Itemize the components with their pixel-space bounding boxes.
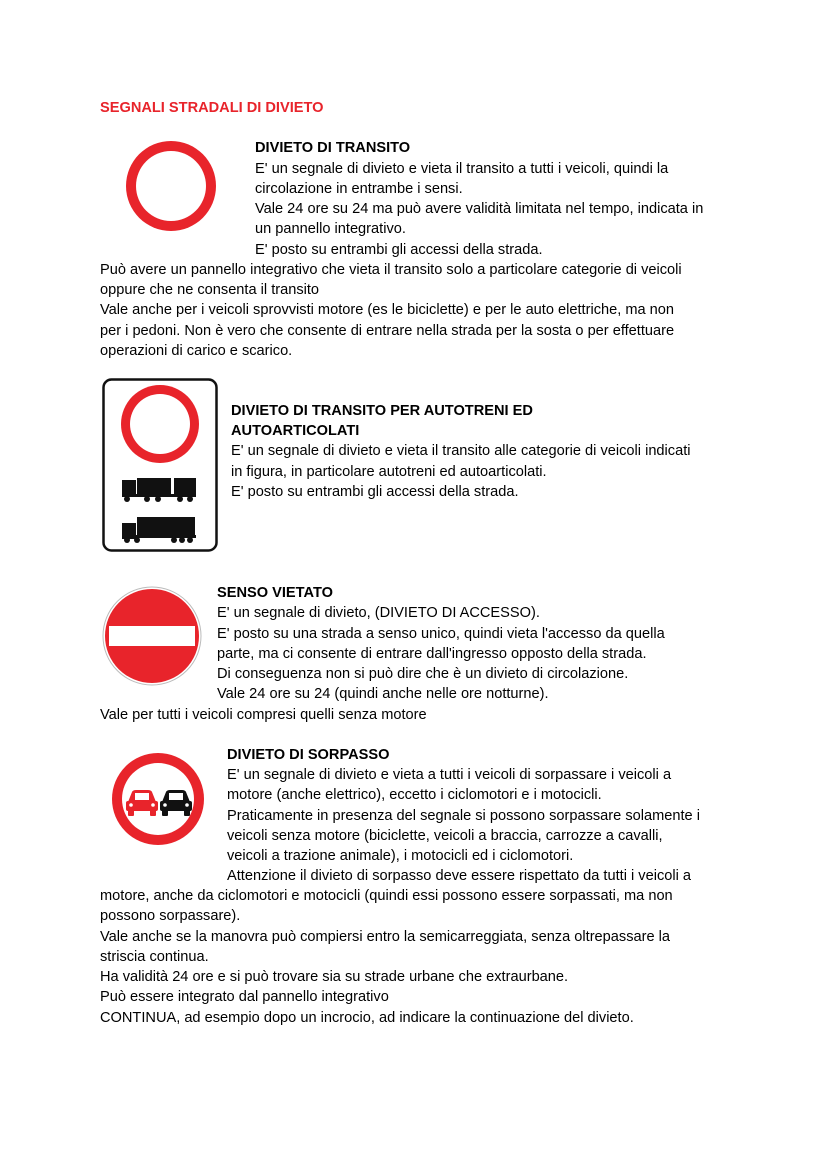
paragraph-line: motore, anche da ciclomotori e motocicli (quindi essi possono essere sorpassati, ma non	[100, 888, 673, 904]
section-text-line: un pannello integrativo.	[255, 221, 406, 237]
section-text-line: Di conseguenza non si può dire che è un divieto di circolazione.	[217, 666, 629, 682]
no-overtaking-sign-icon	[110, 752, 206, 846]
paragraph-line: Vale anche per i veicoli sprovvisti motore (es le biciclette) e per le auto elettriche, ma non	[100, 302, 675, 318]
section-text-line: circolazione in entrambe i sensi.	[255, 181, 463, 197]
section-heading-sorpasso: DIVIETO DI SORPASSO	[227, 747, 390, 763]
no-transit-sign-icon	[124, 140, 218, 232]
section-text-line: E' posto su entrambi gli accessi della strada.	[231, 484, 519, 500]
paragraph-line: striscia continua.	[100, 949, 209, 965]
paragraph-line: oppure che ne consenta il transito	[100, 282, 320, 298]
paragraph-line: CONTINUA, ad esempio dopo un incrocio, ad indicare la continuazione del divieto.	[100, 1010, 634, 1026]
section-text-line: motore (anche elettrico), eccetto i ciclomotori e i motocicli.	[227, 787, 602, 803]
paragraph-line: Può essere integrato dal pannello integrativo	[100, 989, 389, 1005]
paragraph-line: operazioni di carico e scarico.	[100, 343, 293, 359]
section-text-line: Attenzione il divieto di sorpasso deve essere rispettato da tutti i veicoli a	[227, 868, 692, 884]
section-text-line: E' posto su entrambi gli accessi della strada.	[255, 242, 543, 258]
no-entry-sign-icon	[102, 586, 202, 686]
paragraph-line: possono sorpassare).	[100, 908, 241, 924]
section-text-line: E' posto su una strada a senso unico, quindi vieta l'accesso da quella	[217, 626, 665, 642]
section-text-line: E' un segnale di divieto e vieta a tutti i veicoli di sorpassare i veicoli a	[227, 767, 672, 783]
section-heading-autotreni: DIVIETO DI TRANSITO PER AUTOTRENI ED	[231, 403, 533, 419]
document-title: SEGNALI STRADALI DI DIVIETO	[100, 100, 324, 116]
section-text-line: E' un segnale di divieto, (DIVIETO DI ACCESSO).	[217, 605, 540, 621]
paragraph-line: Vale per tutti i veicoli compresi quelli senza motore	[100, 707, 427, 723]
section-text-line: veicoli a trazione animale), i motocicli ed i ciclomotori.	[227, 848, 574, 864]
section-heading-senso-vietato: SENSO VIETATO	[217, 585, 333, 601]
section-text-line: E' un segnale di divieto e vieta il transito a tutti i veicoli, quindi la	[255, 161, 669, 177]
section-text-line: in figura, in particolare autotreni ed autoarticolati.	[231, 464, 547, 480]
section-text-line: veicoli senza motore (biciclette, veicoli a braccia, carrozze a cavalli,	[227, 828, 663, 844]
section-text-line: Vale 24 ore su 24 (quindi anche nelle ore notturne).	[217, 686, 549, 702]
section-text-line: Vale 24 ore su 24 ma può avere validità limitata nel tempo, indicata in	[255, 201, 704, 217]
no-trucks-sign-icon	[102, 378, 218, 552]
paragraph-line: Vale anche se la manovra può compiersi entro la semicarreggiata, senza oltrepassare la	[100, 929, 670, 945]
section-text-line: E' un segnale di divieto e vieta il transito alle categorie di veicoli indicati	[231, 443, 691, 459]
section-text-line: parte, ma ci consente di entrare dall'ingresso opposto della strada.	[217, 646, 647, 662]
paragraph-line: per i pedoni. Non è vero che consente di entrare nella strada per la sosta o per effettuare	[100, 323, 675, 339]
section-heading-transito: DIVIETO DI TRANSITO	[255, 140, 411, 156]
section-text-line: Praticamente in presenza del segnale si possono sorpassare solamente i	[227, 808, 700, 824]
section-heading-autotreni-cont: AUTOARTICOLATI	[231, 423, 360, 439]
paragraph-line: Ha validità 24 ore e si può trovare sia su strade urbane che extraurbane.	[100, 969, 569, 985]
paragraph-line: Può avere un pannello integrativo che vieta il transito solo a particolare categorie di veicoli	[100, 262, 682, 278]
